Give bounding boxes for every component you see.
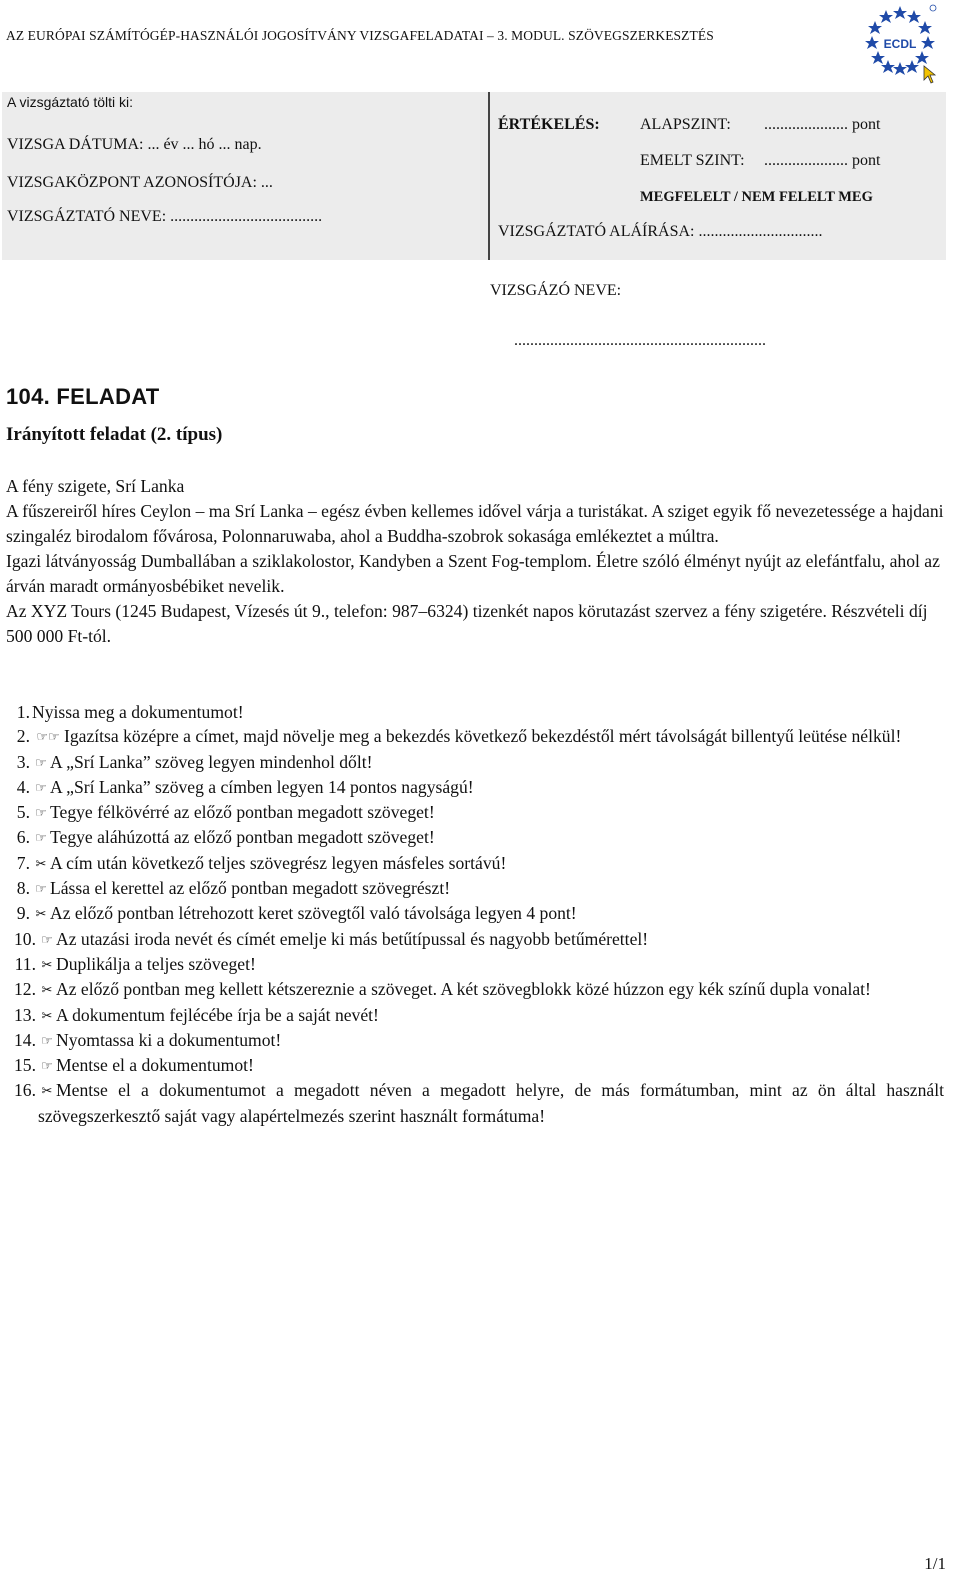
- task-step: [6, 927, 944, 952]
- advanced-level-points: ..................... pont: [764, 152, 881, 169]
- scissors-icon: ✂: [35, 906, 47, 922]
- task-step: [6, 800, 944, 825]
- hand-pointer-icon: ☞: [35, 830, 47, 846]
- form-heading: A vizsgáztató tölti ki:: [7, 94, 134, 110]
- hand-pointer-icon: ☞: [35, 754, 47, 770]
- step-number: 3.: [16, 751, 30, 772]
- step-text: Tegye aláhúzottá az előző pontban megadott szöveget!: [50, 827, 435, 848]
- step-text: Nyomtassa ki a dokumentumot!: [56, 1029, 282, 1050]
- sample-text-paragraph: Igazi látványosság Dumballában a sziklakolostor, Kandyben a Szent Fog-templom. Életre szóló élményt nyújt az elefántfalu, ahol az árván maradt ormányosbébiket nevelik.: [6, 551, 940, 596]
- basic-level-label: ALAPSZINT:: [640, 116, 731, 133]
- task-step: [6, 825, 944, 850]
- task-step: [6, 977, 944, 1002]
- task-step: [6, 775, 944, 800]
- step-number: 7.: [16, 852, 30, 873]
- step-number: 8.: [16, 878, 30, 899]
- examiner-form-area: [2, 92, 946, 260]
- hand-pointer-icon: ☞: [35, 881, 47, 897]
- hand-pointer-icon: ☞: [35, 779, 47, 795]
- task-step: [6, 1053, 944, 1078]
- hand-pointer-icon: ☞: [35, 805, 47, 821]
- task-subtitle: Irányított feladat (2. típus): [6, 424, 223, 445]
- examinee-name-label: VIZSGÁZÓ NEVE:: [490, 282, 622, 299]
- step-number: 15.: [14, 1055, 36, 1076]
- step-number: 13.: [14, 1004, 36, 1025]
- ecdl-logo-icon: [862, 4, 938, 86]
- hand-pointer-icon: ☞☞: [36, 729, 60, 745]
- sample-text: [6, 474, 944, 649]
- task-title: 104. FELADAT: [6, 384, 160, 409]
- step-text: A dokumentum fejlécébe írja be a saját nevét!: [56, 1004, 379, 1025]
- exam-date-field: VIZSGA DÁTUMA: ... év ... hó ... nap.: [7, 136, 262, 153]
- task-step: [6, 1003, 944, 1028]
- task-step: [6, 1078, 944, 1128]
- step-text: A „Srí Lanka” szöveg a címben legyen 14 pontos nagyságú!: [50, 776, 474, 797]
- step-text: Lássa el kerettel az előző pontban megadott szövegrészt!: [50, 878, 451, 899]
- step-text: Az előző pontban meg kellett kétszereznie a szöveget. A két szövegblokk közé húzzon egy kék színű dupla vonalat!: [56, 979, 871, 1000]
- examinee-name-blank: ...............................................................: [514, 332, 766, 349]
- task-step: [6, 876, 944, 901]
- scissors-icon: ✂: [41, 1007, 53, 1023]
- sample-text-title: A fény szigete, Srí Lanka: [6, 476, 185, 496]
- task-step: [6, 724, 944, 749]
- basic-level-points: ..................... pont: [764, 116, 881, 133]
- step-number: 14.: [14, 1029, 36, 1050]
- step-number: 4.: [16, 776, 30, 797]
- scissors-icon: ✂: [41, 956, 53, 972]
- step-number: 2.: [16, 726, 30, 747]
- step-number: 10.: [14, 928, 36, 949]
- step-number: 5.: [16, 802, 30, 823]
- sample-text-paragraph: A fűszereiről híres Ceylon – ma Srí Lanka – egész évben kellemes idővel várja a turistákat. A sziget egyik fő nevezetessége a hajdani szingaléz birodalom fővárosa, Polonnaruwaba, ahol a Buddha-szobrok sokasága emlékeztet a múltra.: [6, 501, 944, 546]
- step-number: 11.: [14, 953, 36, 974]
- step-number: 16.: [14, 1080, 36, 1101]
- step-text: Nyissa meg a dokumentumot!: [32, 702, 244, 722]
- step-text: A cím után következő teljes szövegrész legyen másfeles sortávú!: [50, 852, 507, 873]
- scissors-icon: ✂: [41, 982, 53, 998]
- document-header-title: AZ EURÓPAI SZÁMÍTÓGÉP-HASZNÁLÓI JOGOSÍTVÁNY VIZSGAFELADATAI – 3. MODUL. SZÖVEGSZERKESZTÉS: [6, 28, 714, 43]
- task-step: [6, 952, 944, 977]
- examiner-name-field: VIZSGÁZTATÓ NEVE: ......................................: [7, 208, 323, 225]
- step-number: 1.: [16, 702, 30, 722]
- examiner-form-left: [2, 92, 482, 260]
- svg-text:ECDL: ECDL: [883, 37, 917, 51]
- examiner-signature-field: VIZSGÁZTATÓ ALÁÍRÁSA: ...............................: [498, 223, 823, 240]
- step-text: Az utazási iroda nevét és címét emelje ki más betűtípussal és nagyobb betűmérettel!: [56, 928, 649, 949]
- scissors-icon: ✂: [41, 1083, 53, 1099]
- advanced-level-label: EMELT SZINT:: [640, 152, 745, 169]
- exam-center-field: VIZSGAKÖZPONT AZONOSÍTÓJA: ...: [7, 174, 273, 191]
- evaluation-label: ÉRTÉKELÉS:: [498, 116, 600, 133]
- hand-pointer-icon: ☞: [41, 1032, 53, 1048]
- step-text: Az előző pontban létrehozott keret szövegtől való távolsága legyen 4 pont!: [50, 903, 577, 924]
- step-text: Mentse el a dokumentumot a megadott néven a megadott helyre, de más formátumban, mint az ön által használt szövegszerkesztő saját vagy alapértelmezés szerint használt formátuma!: [38, 1080, 944, 1126]
- step-text: Mentse el a dokumentumot!: [56, 1055, 254, 1076]
- task-step: [6, 1028, 944, 1053]
- hand-pointer-icon: ☞: [41, 1058, 53, 1074]
- step-number: 9.: [16, 903, 30, 924]
- step-number: 12.: [14, 979, 36, 1000]
- scissors-icon: ✂: [35, 855, 47, 871]
- step-text: Tegye félkövérré az előző pontban megadott szöveget!: [50, 802, 435, 823]
- task-step: [6, 750, 944, 775]
- task-step: [6, 901, 944, 926]
- step-text: A „Srí Lanka” szöveg legyen mindenhol dőlt!: [50, 751, 373, 772]
- step-text: Igazítsa középre a címet, majd növelje meg a bekezdés következő bekezdéstől mért távolságát billentyű leütése nélkül!: [64, 726, 902, 747]
- pass-fail-result: MEGFELELT / NEM FELELT MEG: [640, 189, 873, 205]
- hand-pointer-icon: ☞: [41, 931, 53, 947]
- task-steps-list: [6, 700, 944, 1128]
- task-step: [6, 700, 944, 724]
- step-number: 6.: [16, 827, 30, 848]
- page-number: 1/1: [924, 1554, 946, 1573]
- step-text: Duplikálja a teljes szöveget!: [56, 953, 256, 974]
- evaluation-form-right: [488, 92, 946, 260]
- sample-text-paragraph: Az XYZ Tours (1245 Budapest, Vízesés út 9., telefon: 987–6324) tizenkét napos körutazást szervez a fény szigetére. Részvételi díj 500 000 Ft-tól.: [6, 601, 928, 646]
- task-step: [6, 851, 944, 876]
